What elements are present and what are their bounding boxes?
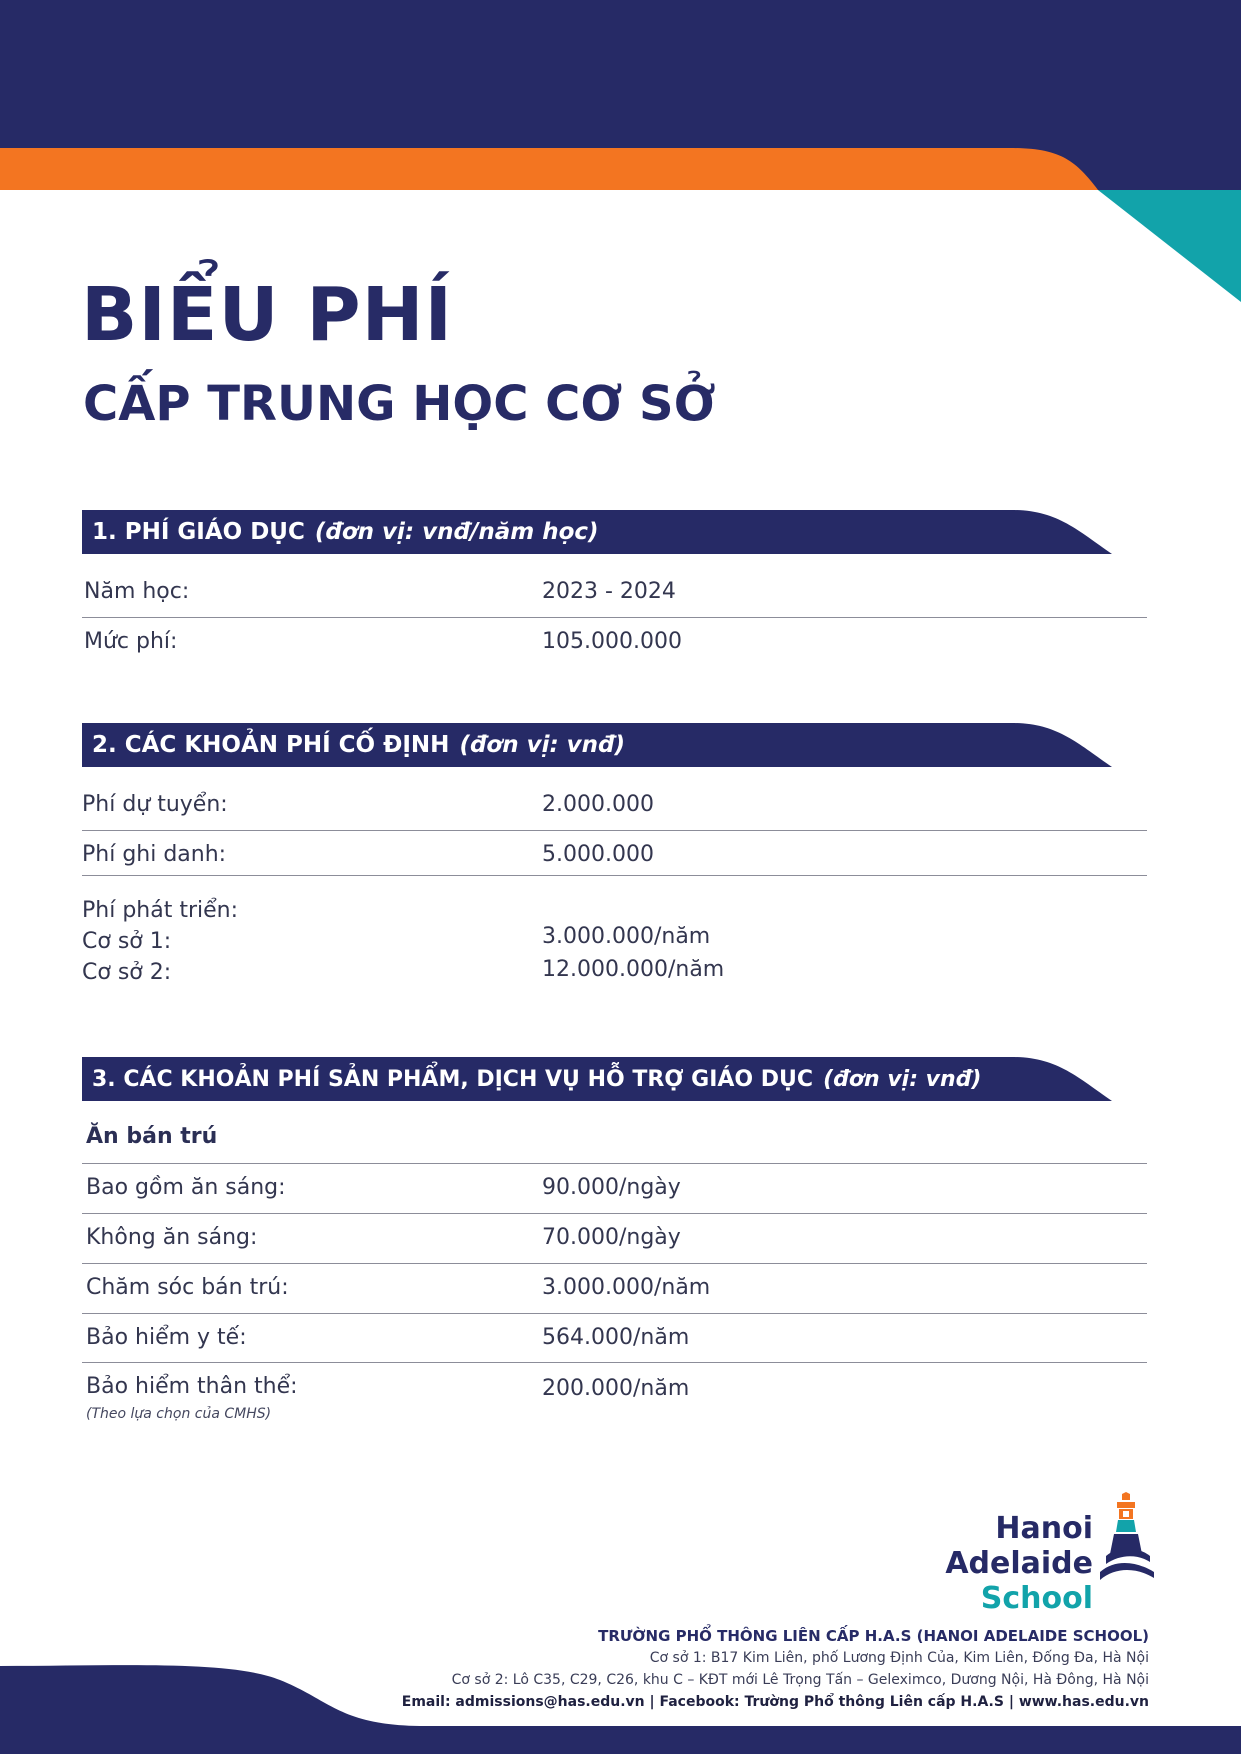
divider <box>82 1213 1147 1214</box>
header-decoration <box>0 0 1241 310</box>
section2-banner <box>82 723 1112 767</box>
logo-word-school: School <box>980 1581 1093 1616</box>
footer-address-1: Cơ sở 1: B17 Kim Liên, phố Lương Định Của, Kim Liên, Đống Đa, Hà Nội <box>649 1650 1149 1666</box>
footer-navy-wave <box>0 1665 1241 1754</box>
s3-row-breakfast-label: Bao gồm ăn sáng: <box>86 1175 286 1200</box>
s2-development-label: Phí phát triển: <box>82 898 238 923</box>
footer-decoration <box>0 1650 1241 1754</box>
header-orange-stripe <box>0 148 1098 190</box>
logo-word-adelaide: Adelaide <box>945 1546 1093 1581</box>
s2-campus1-value: 3.000.000/năm <box>542 924 711 949</box>
section2-heading <box>92 723 625 767</box>
s2-row-register-value: 5.000.000 <box>542 842 654 867</box>
section3-heading <box>92 1057 981 1101</box>
s2-campus2-label: Cơ sở 2: <box>82 960 172 985</box>
divider <box>82 1313 1147 1314</box>
section3-banner <box>82 1057 1112 1101</box>
s3-row-health-label: Bảo hiểm y tế: <box>86 1325 247 1350</box>
section2-title: 2. CÁC KHOẢN PHÍ CỐ ĐỊNH <box>92 732 450 758</box>
section1-banner <box>82 510 1112 554</box>
s3-row-nobreakfast-label: Không ăn sáng: <box>86 1225 258 1250</box>
s3-row-body-label: Bảo hiểm thân thể: <box>86 1374 298 1399</box>
s3-row-body-value: 200.000/năm <box>542 1376 690 1401</box>
s1-row-fee-label: Mức phí: <box>84 629 178 654</box>
divider <box>82 1362 1147 1363</box>
lighthouse-sail-icon <box>1098 1492 1154 1587</box>
divider <box>82 875 1147 876</box>
divider <box>82 1163 1147 1164</box>
section1-unit: (đơn vị: vnđ/năm học) <box>314 519 599 545</box>
s2-row-entrance-label: Phí dự tuyển: <box>82 792 228 817</box>
footer-contact: Email: admissions@has.edu.vn | Facebook: Trường Phổ thông Liên cấp H.A.S | www.has.edu.vn <box>401 1694 1149 1710</box>
s3-row-nobreakfast-value: 70.000/ngày <box>542 1225 681 1250</box>
s2-row-register-label: Phí ghi danh: <box>82 842 227 867</box>
section1-heading <box>92 510 599 554</box>
s1-row-fee-value: 105.000.000 <box>542 629 682 654</box>
s1-row-year-label: Năm học: <box>84 579 190 604</box>
footer-address-2: Cơ sở 2: Lô C35, C29, C26, khu C – KĐT mới Lê Trọng Tấn – Geleximco, Dương Nội, Hà Đông, Hà Nội <box>451 1672 1149 1688</box>
section3-unit: (đơn vị: vnđ) <box>823 1066 982 1092</box>
s2-row-entrance-value: 2.000.000 <box>542 792 654 817</box>
section2-unit: (đơn vị: vnđ) <box>459 732 626 758</box>
footer-school-name: TRƯỜNG PHỔ THÔNG LIÊN CẤP H.A.S (HANOI ADELAIDE SCHOOL) <box>598 1627 1149 1645</box>
s3-row-care-value: 3.000.000/năm <box>542 1275 711 1300</box>
s3-note: (Theo lựa chọn của CMHS) <box>86 1406 272 1422</box>
s2-campus2-value: 12.000.000/năm <box>542 957 725 982</box>
s3-row-care-label: Chăm sóc bán trú: <box>86 1275 289 1300</box>
section1-title: 1. PHÍ GIÁO DỤC <box>92 519 305 545</box>
s3-subheading: Ăn bán trú <box>86 1124 218 1149</box>
s2-campus1-label: Cơ sở 1: <box>82 929 172 954</box>
divider <box>82 830 1147 831</box>
s3-row-breakfast-value: 90.000/ngày <box>542 1175 681 1200</box>
divider <box>82 1263 1147 1264</box>
divider <box>82 617 1147 618</box>
section3-title: 3. CÁC KHOẢN PHÍ SẢN PHẨM, DỊCH VỤ HỖ TRỢ GIÁO DỤC <box>92 1066 814 1092</box>
logo-word-hanoi: Hanoi <box>995 1511 1093 1546</box>
s3-row-health-value: 564.000/năm <box>542 1325 690 1350</box>
page-title: BIỂU PHÍ <box>81 272 454 358</box>
s1-row-year-value: 2023 - 2024 <box>542 579 676 604</box>
page-subtitle: CẤP TRUNG HỌC CƠ SỞ <box>83 376 716 432</box>
